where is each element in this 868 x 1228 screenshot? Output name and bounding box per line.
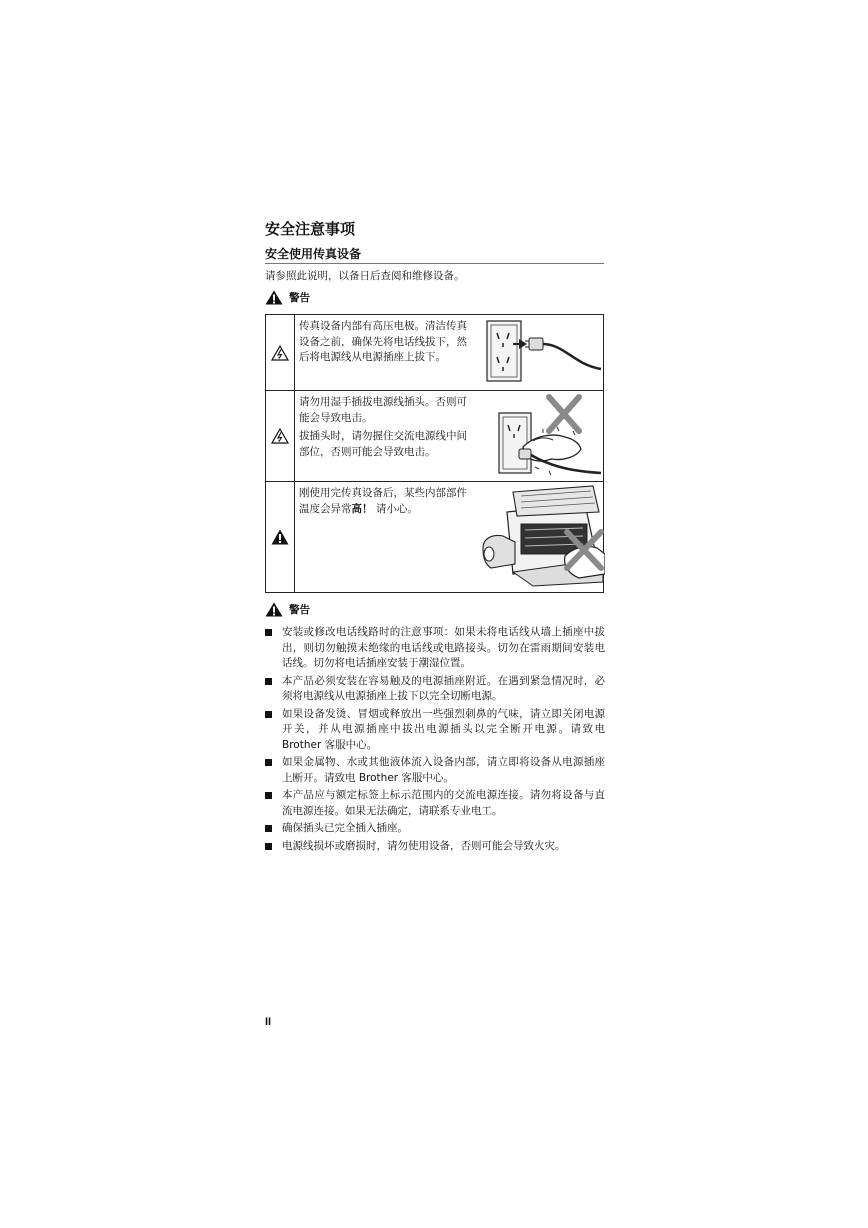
hot-internal-parts-illustration	[473, 482, 605, 590]
section-title: 安全使用传真设备	[265, 247, 362, 261]
square-bullet-icon	[265, 825, 272, 832]
electric-shock-warning-icon	[271, 345, 289, 361]
square-bullet-icon	[265, 711, 272, 718]
warning-label: 警告	[289, 292, 310, 304]
general-warning-icon	[271, 529, 289, 545]
warning-table	[265, 314, 604, 593]
warning-row	[266, 482, 603, 592]
warning-text: 传真设备内部有高压电极。清洁传真设备之前，确保先将电话线拔下，然后将电源线从电源插座上拔下。	[299, 320, 467, 363]
list-item: 如果金属物、水或其他液体流入设备内部，请立即将设备从电源插座上断开。请致电 Brother 客服中心。	[265, 755, 605, 786]
warning-row	[266, 315, 603, 391]
warning-text: 刚使用完传真设备后，某些内部部件温度会异常	[299, 487, 467, 515]
square-bullet-icon	[265, 629, 272, 636]
warning-row	[266, 391, 603, 482]
warning-label: 警告	[289, 604, 310, 616]
page-number: II	[265, 1016, 272, 1028]
page-title: 安全注意事项	[265, 220, 356, 238]
section-divider	[265, 263, 604, 264]
warning-emphasis: 高！	[351, 502, 373, 515]
warning-text: 请小心。	[372, 502, 418, 515]
warning-text: 拔插头时，请勿握住交流电源线中间部位，否则可能会导致电击。	[299, 430, 467, 458]
square-bullet-icon	[265, 792, 272, 799]
warning-triangle-icon	[265, 290, 283, 305]
warning-triangle-icon	[265, 602, 283, 617]
intro-text: 请参照此说明，以备日后查阅和维修设备。	[265, 270, 465, 282]
list-item: 电源线损坏或磨损时，请勿使用设备，否则可能会导致火灾。	[265, 839, 605, 855]
square-bullet-icon	[265, 678, 272, 685]
square-bullet-icon	[265, 759, 272, 766]
warning-text: 请勿用湿手插拔电源线插头。否则可能会导致电击。	[299, 396, 467, 424]
warning-list	[265, 625, 605, 856]
list-item: 确保插头已完全插入插座。	[265, 821, 605, 837]
list-item: 本产品应与额定标签上标示范围内的交流电源连接。请勿将设备与直流电源连接。如果无法确定，请联系专业电工。	[265, 788, 605, 819]
unplug-power-cord-illustration	[473, 315, 603, 389]
electric-shock-warning-icon	[271, 428, 289, 444]
list-item: 如果设备发烫、冒烟或释放出一些强烈刺鼻的气味，请立即关闭电源开关，并从电源插座中拔出电源插头以完全断开电源。请致电 Brother 客服中心。	[265, 707, 605, 754]
square-bullet-icon	[265, 843, 272, 850]
list-item: 安装或修改电话线路时的注意事项：如果未将电话线从墙上插座中拔出，则切勿触摸未绝缘的电话线或电路接头。切勿在雷雨期间安装电话线。切勿将电话插座安装于潮湿位置。	[265, 625, 605, 672]
warning-header	[265, 602, 310, 617]
wet-hand-plug-prohibited-illustration	[473, 391, 603, 481]
list-item: 本产品必须安装在容易触及的电源插座附近。在遇到紧急情况时，必须将电源线从电源插座上拔下以完全切断电源。	[265, 674, 605, 705]
warning-header	[265, 290, 310, 305]
